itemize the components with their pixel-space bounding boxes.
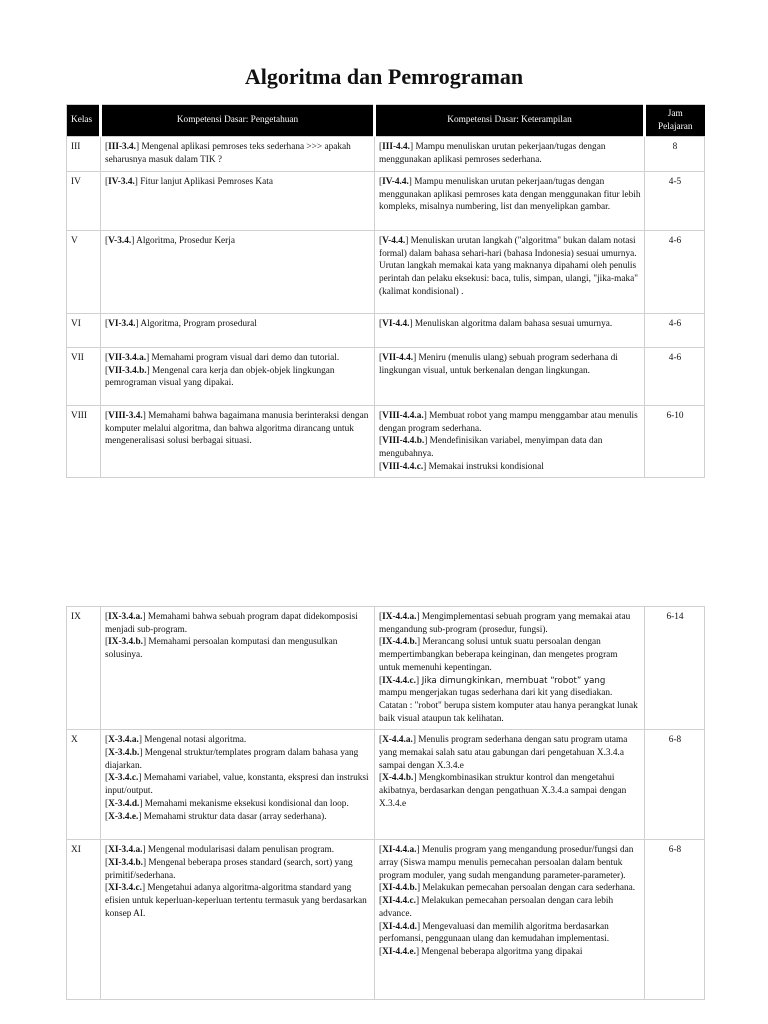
pengetahuan-cell bbox=[101, 230, 375, 313]
competency-item: [X-3.4.a.] Mengenal notasi algoritma. bbox=[105, 735, 247, 746]
keterampilan-cell bbox=[375, 405, 645, 478]
competency-item: [IV-4.4.] Mampu menuliskan urutan pekerjaan/tugas dengan menggunakan aplikasi pemroses kata dengan menggunakan fitur lebih kompleks, misalnya numbering, list dan menyelipkan gambar. bbox=[379, 176, 641, 213]
keterampilan-cell bbox=[375, 171, 645, 230]
keterampilan-cell bbox=[375, 840, 645, 1000]
table-row bbox=[67, 313, 705, 347]
competency-code: X-3.4.e. bbox=[108, 811, 139, 822]
competency-text: Melakukan pemecahan persoalan dengan cara lebih advance. bbox=[379, 896, 614, 919]
competency-code: XI-4.4.e. bbox=[382, 946, 416, 957]
table-row bbox=[67, 840, 705, 1000]
header-jam bbox=[645, 105, 705, 137]
competency-item: [VIII-4.4.b.] Mendefinisikan variabel, menyimpan data dan mengubahnya. bbox=[379, 436, 603, 459]
jam-cell: 4-6 bbox=[645, 347, 705, 405]
competency-item: [X-4.4.a.] Menulis program sederhana dengan satu program utama yang memakai salah satu atau gabungan dari pengetahuan X.3.4.a sampai dengan X.3.4.e bbox=[379, 735, 628, 771]
competency-code: VIII-3.4. bbox=[108, 410, 143, 421]
keterampilan-cell bbox=[375, 730, 645, 840]
competency-text: Mampu menuliskan urutan pekerjaan/tugas dengan menggunakan aplikasi pemroses sederhana. bbox=[379, 142, 606, 166]
competency-code: VII-3.4.b. bbox=[108, 365, 147, 376]
competency-text: Mengetahui adanya algoritma-algoritma standard yang efisien untuk keperluan-keperluan tertentu termasuk yang berdasarkan konsep AI. bbox=[105, 883, 367, 919]
competency-text: Mengevaluasi dan memilih algoritma berdasarkan perfomansi, penggunaan ulang dan kemudahan implementasi. bbox=[379, 921, 610, 945]
table-row bbox=[67, 137, 705, 171]
table-row bbox=[67, 405, 705, 478]
competency-item: [V-4.4.] Menuliskan urutan langkah ("algoritma" bukan dalam notasi formal) dalam bahasa sehari-hari (bahasa Indonesia) sesuai umurnya. Urutan langkah memakai kata yang maknanya dipahami oleh penulis perintah dan pelaku eksekusi: baca, tulis, simpan, ulangi, "jika-maka" (kalimat kondisional) . bbox=[379, 235, 639, 297]
keterampilan-cell bbox=[375, 137, 645, 171]
competency-text: Menulis program sederhana dengan satu program utama yang memakai salah satu atau gabungan dari pengetahuan X.3.4.a sampai dengan X.3.4.e bbox=[379, 735, 628, 771]
pengetahuan-cell bbox=[101, 607, 375, 730]
competency-item: [IX-3.4.b.] Memahami persoalan komputasi dan mengusulkan solusinya. bbox=[105, 637, 338, 661]
competency-text: Algoritma, Program prosedural bbox=[138, 318, 257, 329]
competency-code: X-4.4.b. bbox=[382, 773, 414, 784]
competency-code: XI-3.4.a. bbox=[108, 845, 143, 856]
competency-text: Memahami bahwa sebuah program dapat didekomposisi menjadi sub-program. bbox=[105, 612, 358, 635]
kelas-cell: XI bbox=[67, 840, 101, 1000]
competency-text: Algoritma, Prosedur Kerja bbox=[134, 235, 235, 246]
competency-text: Memahami bahwa bagaimana manusia berinteraksi dengan komputer melalui algoritma, dan bahwa algoritma dirancang untuk mengeneralisasi solusi berbagai situasi. bbox=[105, 410, 369, 447]
competency-item: [VII-4.4.] Meniru (menulis ulang) sebuah program sederhana di lingkungan visual, untuk berkenalan dengan lingkungan. bbox=[379, 352, 618, 376]
keterampilan-cell bbox=[375, 230, 645, 313]
competency-code: IV-4.4. bbox=[382, 176, 409, 187]
keterampilan-cell bbox=[375, 347, 645, 405]
competency-text: Mampu menuliskan urutan pekerjaan/tugas dengan menggunakan aplikasi pemroses kata dengan menggunakan fitur lebih kompleks, misalnya numbering, list dan menyelipkan gambar. bbox=[379, 176, 641, 213]
competency-item: [X-3.4.c.] Memahami variabel, value, konstanta, ekspresi dan instruksi input/output. bbox=[105, 773, 369, 797]
competency-code: IX-4.4.a. bbox=[382, 612, 417, 622]
competency-text: Fitur lanjut Aplikasi Pemroses Kata bbox=[137, 176, 273, 187]
table-row bbox=[67, 347, 705, 405]
keterampilan-cell bbox=[375, 607, 645, 730]
header-jam-line1: Jam bbox=[667, 109, 683, 119]
table-row bbox=[67, 230, 705, 313]
competency-text: Memahami struktur data dasar (array sederhana). bbox=[141, 811, 327, 822]
competency-item: [VII-3.4.a.] Memahami program visual dari demo dan tutorial. bbox=[105, 352, 340, 363]
kelas-cell: IX bbox=[67, 607, 101, 730]
kelas-cell: IV bbox=[67, 171, 101, 230]
competency-text: Mengenal cara kerja dan objek-objek lingkungan pemrograman visual yang dipakai. bbox=[105, 365, 335, 389]
competency-item: [XI-3.4.c.] Mengetahui adanya algoritma-algoritma standard yang efisien untuk keperluan-keperluan tertentu termasuk yang berdasarkan konsep AI. bbox=[105, 883, 367, 919]
competency-item: [XI-4.4.c.] Melakukan pemecahan persoalan dengan cara lebih advance. bbox=[379, 896, 614, 919]
jam-cell: 4-5 bbox=[645, 171, 705, 230]
competency-code: V-3.4. bbox=[108, 235, 132, 246]
competency-code: X-3.4.c. bbox=[108, 773, 139, 784]
pengetahuan-cell bbox=[101, 840, 375, 1000]
pengetahuan-cell bbox=[101, 347, 375, 405]
competency-code: X-3.4.b. bbox=[108, 748, 140, 759]
competency-item: [VIII-4.4.c.] Memakai instruksi kondisional bbox=[379, 461, 544, 472]
competency-item: [X-3.4.e.] Memahami struktur data dasar (array sederhana). bbox=[105, 811, 327, 822]
competency-code: VI-3.4. bbox=[108, 318, 136, 329]
competency-code: VIII-4.4.c. bbox=[382, 461, 424, 472]
kelas-cell: V bbox=[67, 230, 101, 313]
competency-code: III-3.4. bbox=[108, 142, 137, 153]
competency-text: Jika dimungkinkan, membuat “robot” yang bbox=[419, 675, 606, 686]
pengetahuan-cell bbox=[101, 405, 375, 478]
competency-item: [XI-3.4.a.] Mengenal modularisasi dalam penulisan program. bbox=[105, 845, 335, 856]
jam-cell: 4-6 bbox=[645, 313, 705, 347]
competency-item: [XI-4.4.e.] Mengenal beberapa algoritma yang dipakai bbox=[379, 946, 583, 957]
kelas-cell: III bbox=[67, 137, 101, 171]
pengetahuan-cell bbox=[101, 171, 375, 230]
competency-item: [VIII-3.4.] Memahami bahwa bagaimana manusia berinteraksi dengan komputer melalui algoritma, dan bahwa algoritma dirancang untuk mengeneralisasi solusi berbagai situasi. bbox=[105, 410, 369, 447]
competency-item: [XI-4.4.a.] Menulis program yang mengandung prosedur/fungsi dan array (Siswa mampu menulis pemecahan persoalan dalam bentuk program moduler, yang sudah mengandung parameter-parameter). bbox=[379, 845, 634, 881]
competency-text-cont: mampu mengerjakan tugas sederhana dari kit yang disediakan. Catatan : "robot" berupa sistem komputer atau hanya perangkat lunak baik visual ataupun tak kelihatan. bbox=[379, 688, 638, 724]
competency-text: Membuat robot yang mampu menggambar atau menulis dengan program sederhana. bbox=[379, 410, 638, 434]
competency-text: Mengenal aplikasi pemroses teks sederhana >>> apakah seharusnya masuk dalam TIK ? bbox=[105, 142, 351, 166]
competency-text: Memahami persoalan komputasi dan mengusulkan solusinya. bbox=[105, 637, 338, 661]
competency-text: Merancang solusi untuk suatu persoalan dengan mempertimbangkan beberapa keinginan, dan mengetes program untuk memenuhi kepentingan. bbox=[379, 637, 618, 673]
competency-code: IX-3.4.a. bbox=[108, 612, 143, 622]
competency-text: Meniru (menulis ulang) sebuah program sederhana di lingkungan visual, untuk berkenalan dengan lingkungan. bbox=[379, 352, 618, 376]
pengetahuan-cell bbox=[101, 313, 375, 347]
jam-cell: 6-14 bbox=[645, 607, 705, 730]
competency-item: [III-3.4.] Mengenal aplikasi pemroses teks sederhana >>> apakah seharusnya masuk dalam TIK ? bbox=[105, 142, 351, 166]
competency-table-part-1 bbox=[66, 104, 705, 478]
competency-text: Memahami variabel, value, konstanta, ekspresi dan instruksi input/output. bbox=[105, 773, 369, 797]
competency-item: [XI-4.4.d.] Mengevaluasi dan memilih algoritma berdasarkan perfomansi, penggunaan ulang dan kemudahan implementasi. bbox=[379, 921, 610, 945]
pengetahuan-cell bbox=[101, 137, 375, 171]
competency-code: V-4.4. bbox=[382, 235, 406, 246]
competency-item: [X-3.4.b.] Mengenal struktur/templates program dalam bahasa yang diajarkan. bbox=[105, 748, 359, 771]
competency-code: IX-3.4.b. bbox=[108, 637, 143, 648]
competency-item: [IX-4.4.b.] Merancang solusi untuk suatu persoalan dengan mempertimbangkan beberapa keinginan, dan mengetes program untuk memenuhi kepentingan. bbox=[379, 637, 618, 673]
competency-text: Mengenal notasi algoritma. bbox=[141, 735, 247, 746]
competency-code: VII-4.4. bbox=[382, 352, 414, 363]
kelas-cell: VIII bbox=[67, 405, 101, 478]
keterampilan-cell bbox=[375, 313, 645, 347]
competency-code: III-4.4. bbox=[382, 142, 411, 153]
competency-text: Memahami mekanisme eksekusi kondisional dan loop. bbox=[142, 798, 349, 809]
competency-item: [XI-4.4.b.] Melakukan pemecahan persoalan dengan cara sederhana. bbox=[379, 883, 636, 894]
header-kelas: Kelas bbox=[67, 105, 101, 137]
header-jam-line2: Pelajaran bbox=[657, 121, 693, 132]
competency-code: VII-3.4.a. bbox=[108, 352, 147, 363]
page-title: Algoritma dan Pemrograman bbox=[244, 64, 524, 89]
competency-text: Mengenal beberapa algoritma yang dipakai bbox=[419, 946, 583, 957]
jam-cell: 6-8 bbox=[645, 840, 705, 1000]
competency-text: Mengenal beberapa proses standard (search, sort) yang primitif/sederhana. bbox=[105, 858, 353, 881]
competency-item: [XI-3.4.b.] Mengenal beberapa proses standard (search, sort) yang primitif/sederhana. bbox=[105, 858, 353, 881]
competency-text: Mengkombinasikan struktur kontrol dan mengetahui akibatnya, berdasarkan dengan pengathuan X.3.4.a sampai dengan X.3.4.e bbox=[379, 773, 627, 809]
competency-item: [V-3.4.] Algoritma, Prosedur Kerja bbox=[105, 235, 235, 246]
competency-item: [VI-3.4.] Algoritma, Program prosedural bbox=[105, 318, 257, 329]
kelas-cell: VII bbox=[67, 347, 101, 405]
competency-code: XI-4.4.c. bbox=[382, 896, 416, 907]
competency-item: [IX-4.4.a.] Mengimplementasi sebuah program yang memakai atau mengandung sub-program (prosedur, fungsi). bbox=[379, 612, 631, 635]
competency-text: Mengenal modularisasi dalam penulisan program. bbox=[145, 845, 335, 856]
jam-cell: 6-8 bbox=[645, 730, 705, 840]
competency-item: [IX-3.4.a.] Memahami bahwa sebuah program dapat didekomposisi menjadi sub-program. bbox=[105, 612, 358, 635]
competency-text: Memakai instruksi kondisional bbox=[426, 461, 544, 472]
competency-table-part-2 bbox=[66, 606, 705, 1000]
competency-item: [VIII-4.4.a.] Membuat robot yang mampu menggambar atau menulis dengan program sederhana. bbox=[379, 410, 638, 434]
competency-code: VIII-4.4.b. bbox=[382, 436, 425, 447]
competency-item: [IV-3.4.] Fitur lanjut Aplikasi Pemroses Kata bbox=[105, 176, 273, 187]
competency-code: VI-4.4. bbox=[382, 318, 410, 329]
header-pengetahuan: Kompetensi Dasar: Pengetahuan bbox=[101, 105, 375, 137]
competency-code: IV-3.4. bbox=[108, 176, 135, 187]
table-row bbox=[67, 730, 705, 840]
kelas-cell: VI bbox=[67, 313, 101, 347]
competency-text: Menuliskan algoritma dalam bahasa sesuai umurnya. bbox=[412, 318, 613, 329]
jam-cell: 8 bbox=[645, 137, 705, 171]
table-row bbox=[67, 171, 705, 230]
competency-item: [VII-3.4.b.] Mengenal cara kerja dan objek-objek lingkungan pemrograman visual yang dipakai. bbox=[105, 365, 335, 389]
competency-code: XI-3.4.c. bbox=[108, 883, 142, 894]
jam-cell: 4-6 bbox=[645, 230, 705, 313]
jam-cell: 6-10 bbox=[645, 405, 705, 478]
competency-text: Mengenal struktur/templates program dalam bahasa yang diajarkan. bbox=[105, 748, 359, 771]
competency-code: XI-4.4.b. bbox=[382, 883, 417, 894]
header-keterampilan: Kompetensi Dasar: Keterampilan bbox=[375, 105, 645, 137]
competency-item: [III-4.4.] Mampu menuliskan urutan pekerjaan/tugas dengan menggunakan aplikasi pemroses sederhana. bbox=[379, 142, 606, 166]
kelas-cell: X bbox=[67, 730, 101, 840]
competency-code: XI-4.4.d. bbox=[382, 921, 417, 932]
competency-item: [VI-4.4.] Menuliskan algoritma dalam bahasa sesuai umurnya. bbox=[379, 318, 613, 329]
competency-text: Mengimplementasi sebuah program yang memakai atau mengandung sub-program (prosedur, fungsi). bbox=[379, 612, 631, 635]
competency-code: X-4.4.a. bbox=[382, 735, 413, 746]
competency-code: VIII-4.4.a. bbox=[382, 410, 424, 421]
competency-item: [X-4.4.b.] Mengkombinasikan struktur kontrol dan mengetahui akibatnya, berdasarkan dengan pengathuan X.3.4.a sampai dengan X.3.4.e bbox=[379, 773, 627, 809]
competency-code: X-3.4.a. bbox=[108, 735, 139, 746]
competency-text: Mendefinisikan variabel, menyimpan data dan mengubahnya. bbox=[379, 436, 603, 459]
table-header-row bbox=[67, 105, 705, 137]
table-row bbox=[67, 607, 705, 730]
competency-code: IX-4.4.b. bbox=[382, 637, 417, 648]
competency-text: Melakukan pemecahan persoalan dengan cara sederhana. bbox=[420, 883, 636, 894]
competency-text: Menulis program yang mengandung prosedur/fungsi dan array (Siswa mampu menulis pemecahan persoalan dalam bentuk program moduler, yang sudah mengandung parameter-parameter). bbox=[379, 845, 634, 881]
pengetahuan-cell bbox=[101, 730, 375, 840]
competency-text: Memahami program visual dari demo dan tutorial. bbox=[149, 352, 340, 363]
competency-code: IX-4.4.c. bbox=[382, 675, 416, 686]
competency-code: XI-4.4.a. bbox=[382, 845, 417, 856]
competency-item: [X-3.4.d.] Memahami mekanisme eksekusi kondisional dan loop. bbox=[105, 798, 349, 809]
competency-text: Menuliskan urutan langkah ("algoritma" bukan dalam notasi formal) dalam bahasa sehari-hari (bahasa Indonesia) sesuai umurnya. Urutan langkah memakai kata yang maknanya dipahami oleh penulis perintah dan pelaku eksekusi: baca, tulis, simpan, ulangi, "jika-maka" (kalimat kondisional) . bbox=[379, 235, 639, 297]
competency-code: X-3.4.d. bbox=[108, 798, 140, 809]
competency-item: [IX-4.4.c.] Jika dimungkinkan, membuat “robot” yang mampu mengerjakan tugas sederhana dari kit yang disediakan. Catatan : "robot" berupa sistem komputer atau hanya perangkat lunak baik visual ataupun tak kelihatan. bbox=[379, 675, 638, 724]
competency-code: XI-3.4.b. bbox=[108, 858, 143, 869]
